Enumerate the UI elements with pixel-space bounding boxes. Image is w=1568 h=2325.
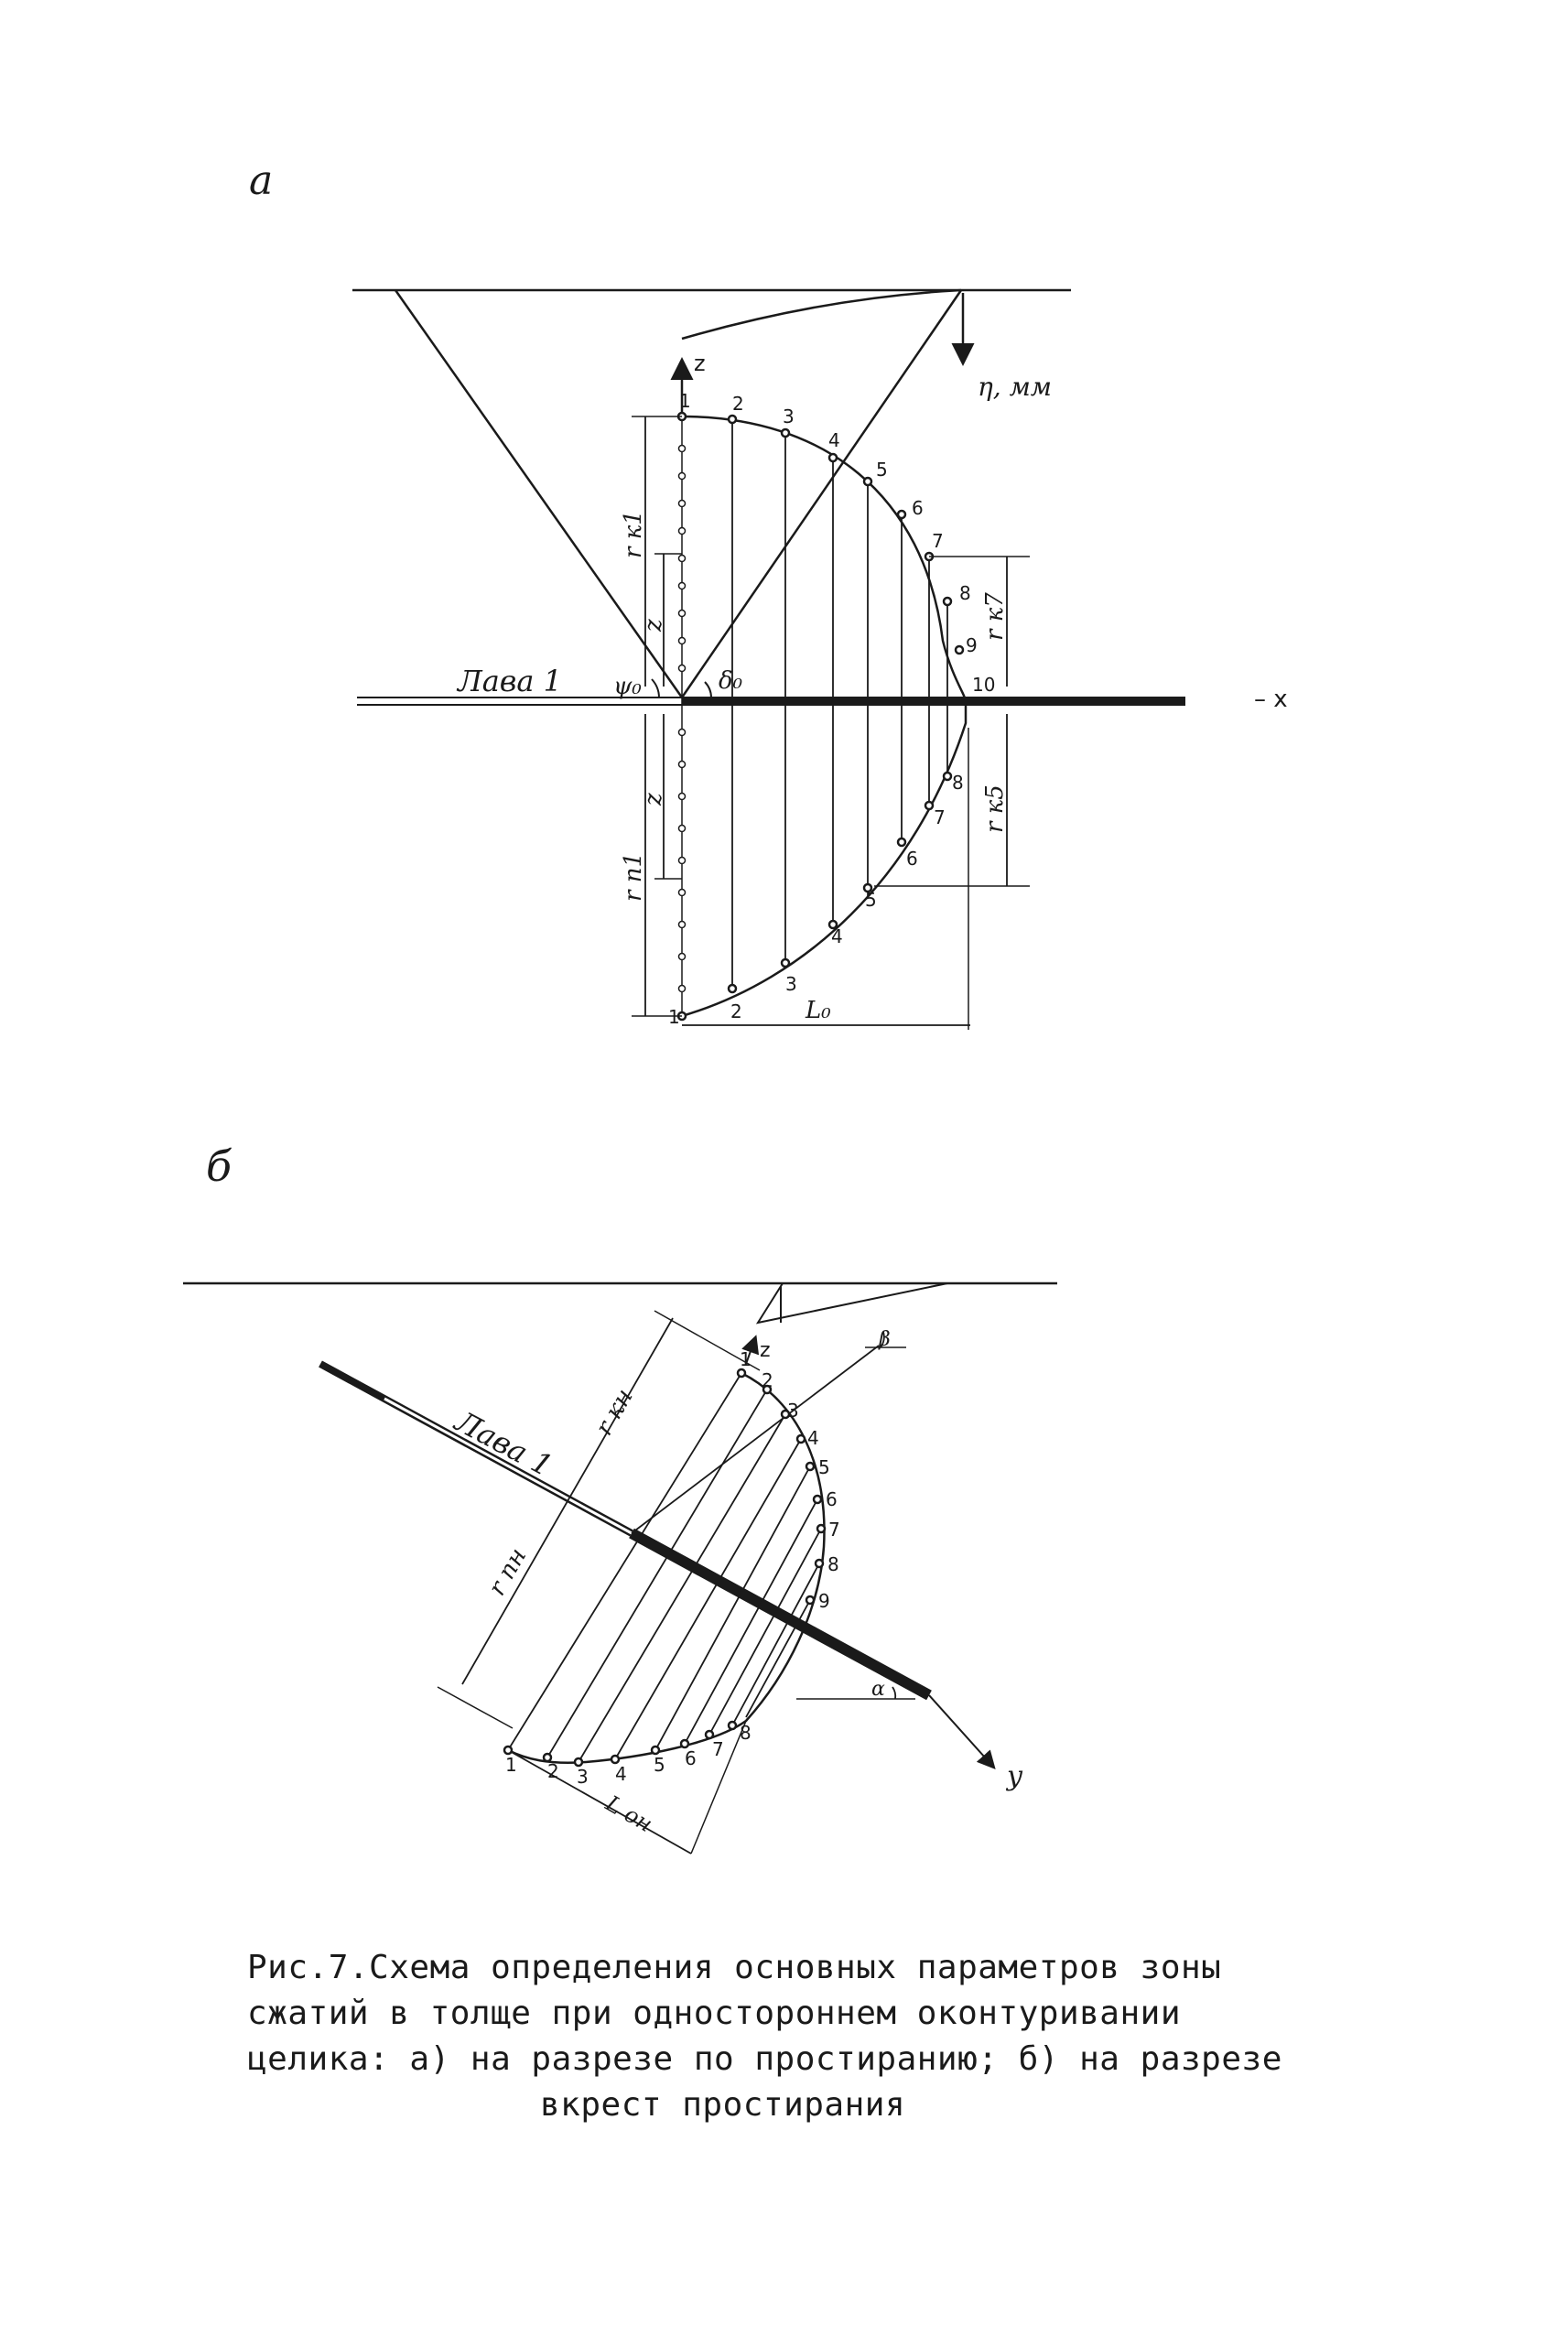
subsidence-curve	[682, 290, 961, 339]
svg-text:6: 6	[912, 497, 924, 519]
rkn-rpn-dim	[462, 1318, 673, 1684]
z-axis-b-label: z	[760, 1339, 771, 1362]
svg-text:7: 7	[712, 1738, 724, 1760]
svg-text:5: 5	[654, 1754, 665, 1776]
svg-text:7: 7	[828, 1519, 840, 1541]
lava-b-label: Лава 1	[449, 1403, 558, 1484]
figure-caption	[247, 1945, 1382, 2128]
upper-point-labels-b	[740, 1348, 840, 1612]
svg-text:5: 5	[865, 889, 877, 911]
rk5-label: r к5	[981, 784, 1009, 833]
svg-text:1: 1	[505, 1754, 517, 1776]
svg-text:9: 9	[966, 634, 978, 656]
svg-text:8: 8	[959, 582, 971, 604]
rk7-label: r к7	[981, 592, 1009, 641]
rk1-label: r к1	[620, 510, 647, 558]
svg-text:4: 4	[831, 925, 843, 947]
psi-arc	[652, 679, 659, 698]
panel-b	[183, 1141, 1057, 1854]
svg-text:10: 10	[972, 674, 996, 696]
z-axis-label: z	[694, 351, 706, 376]
svg-text:1: 1	[740, 1348, 752, 1370]
panel-b-label: б	[206, 1141, 232, 1191]
caption-line-4: вкрест простирания	[540, 2086, 906, 2124]
caption-line-3: целика: а) на разрезе по простиранию; б) на разрезе	[247, 2040, 1282, 2078]
psi-label: ψ₀	[613, 673, 642, 700]
lower-boundary-curve	[682, 701, 966, 1016]
svg-text:9: 9	[818, 1590, 830, 1612]
svg-text:7: 7	[932, 530, 944, 552]
delta-arc	[705, 682, 711, 698]
subsidence-wedge	[758, 1283, 947, 1323]
y-axis-label: y	[1007, 1760, 1022, 1792]
alpha-label: α	[871, 1678, 885, 1701]
lower-points	[678, 773, 951, 1020]
caption-line-1: Рис.7.Схема определения основных параметров зоны	[247, 1949, 1222, 1986]
influence-line-left	[395, 290, 682, 698]
delta-label: δ₀	[719, 667, 743, 695]
panel-a	[249, 157, 1288, 1030]
lo-label: L₀	[806, 997, 831, 1024]
svg-text:6: 6	[685, 1747, 697, 1769]
influence-line-right	[682, 290, 961, 698]
z-upper-label: z	[640, 619, 667, 632]
svg-text:3: 3	[577, 1766, 589, 1788]
svg-text:1: 1	[679, 390, 691, 412]
svg-text:3: 3	[787, 1400, 799, 1422]
svg-text:7: 7	[934, 806, 946, 828]
svg-text:8: 8	[827, 1553, 839, 1575]
rn1-label: r п1	[620, 852, 647, 902]
pillar-column	[679, 416, 686, 1016]
y-axis	[929, 1695, 993, 1767]
projection-line	[632, 1346, 879, 1533]
x-axis-label: – x	[1254, 686, 1288, 713]
panel-a-label: а	[249, 157, 274, 204]
svg-text:5: 5	[818, 1456, 830, 1478]
svg-text:6: 6	[826, 1488, 838, 1510]
svg-text:4: 4	[828, 429, 840, 451]
lower-point-labels	[668, 772, 964, 1028]
svg-text:5: 5	[876, 459, 888, 481]
svg-text:2: 2	[547, 1760, 559, 1782]
lava-label: Лава 1	[458, 664, 563, 698]
svg-text:2: 2	[732, 393, 744, 415]
rpn-label: r пн	[483, 1543, 533, 1601]
svg-text:4: 4	[615, 1763, 627, 1785]
beta-label: β	[879, 1328, 891, 1351]
svg-text:4: 4	[807, 1427, 819, 1449]
svg-text:2: 2	[762, 1369, 773, 1391]
svg-text:3: 3	[783, 406, 795, 427]
svg-text:3: 3	[785, 973, 797, 995]
boundary-curve-b	[508, 1373, 824, 1763]
seam-b-thick	[632, 1533, 929, 1695]
lower-point-labels-b	[505, 1722, 752, 1788]
svg-text:8: 8	[740, 1722, 752, 1744]
upper-boundary-curve	[682, 416, 966, 701]
caption-line-2: сжатий в толще при одностороннем оконтуривании	[247, 1995, 1181, 2032]
rkn-label: r кн	[590, 1384, 639, 1441]
svg-text:2: 2	[730, 1000, 742, 1022]
lon-label: L он	[601, 1790, 657, 1838]
eta-label: η, мм	[978, 372, 1053, 402]
svg-text:1: 1	[668, 1006, 680, 1028]
z-lower-label: z	[640, 793, 667, 806]
hatching-b	[508, 1373, 821, 1762]
svg-text:6: 6	[906, 848, 918, 870]
svg-text:8: 8	[952, 772, 964, 794]
